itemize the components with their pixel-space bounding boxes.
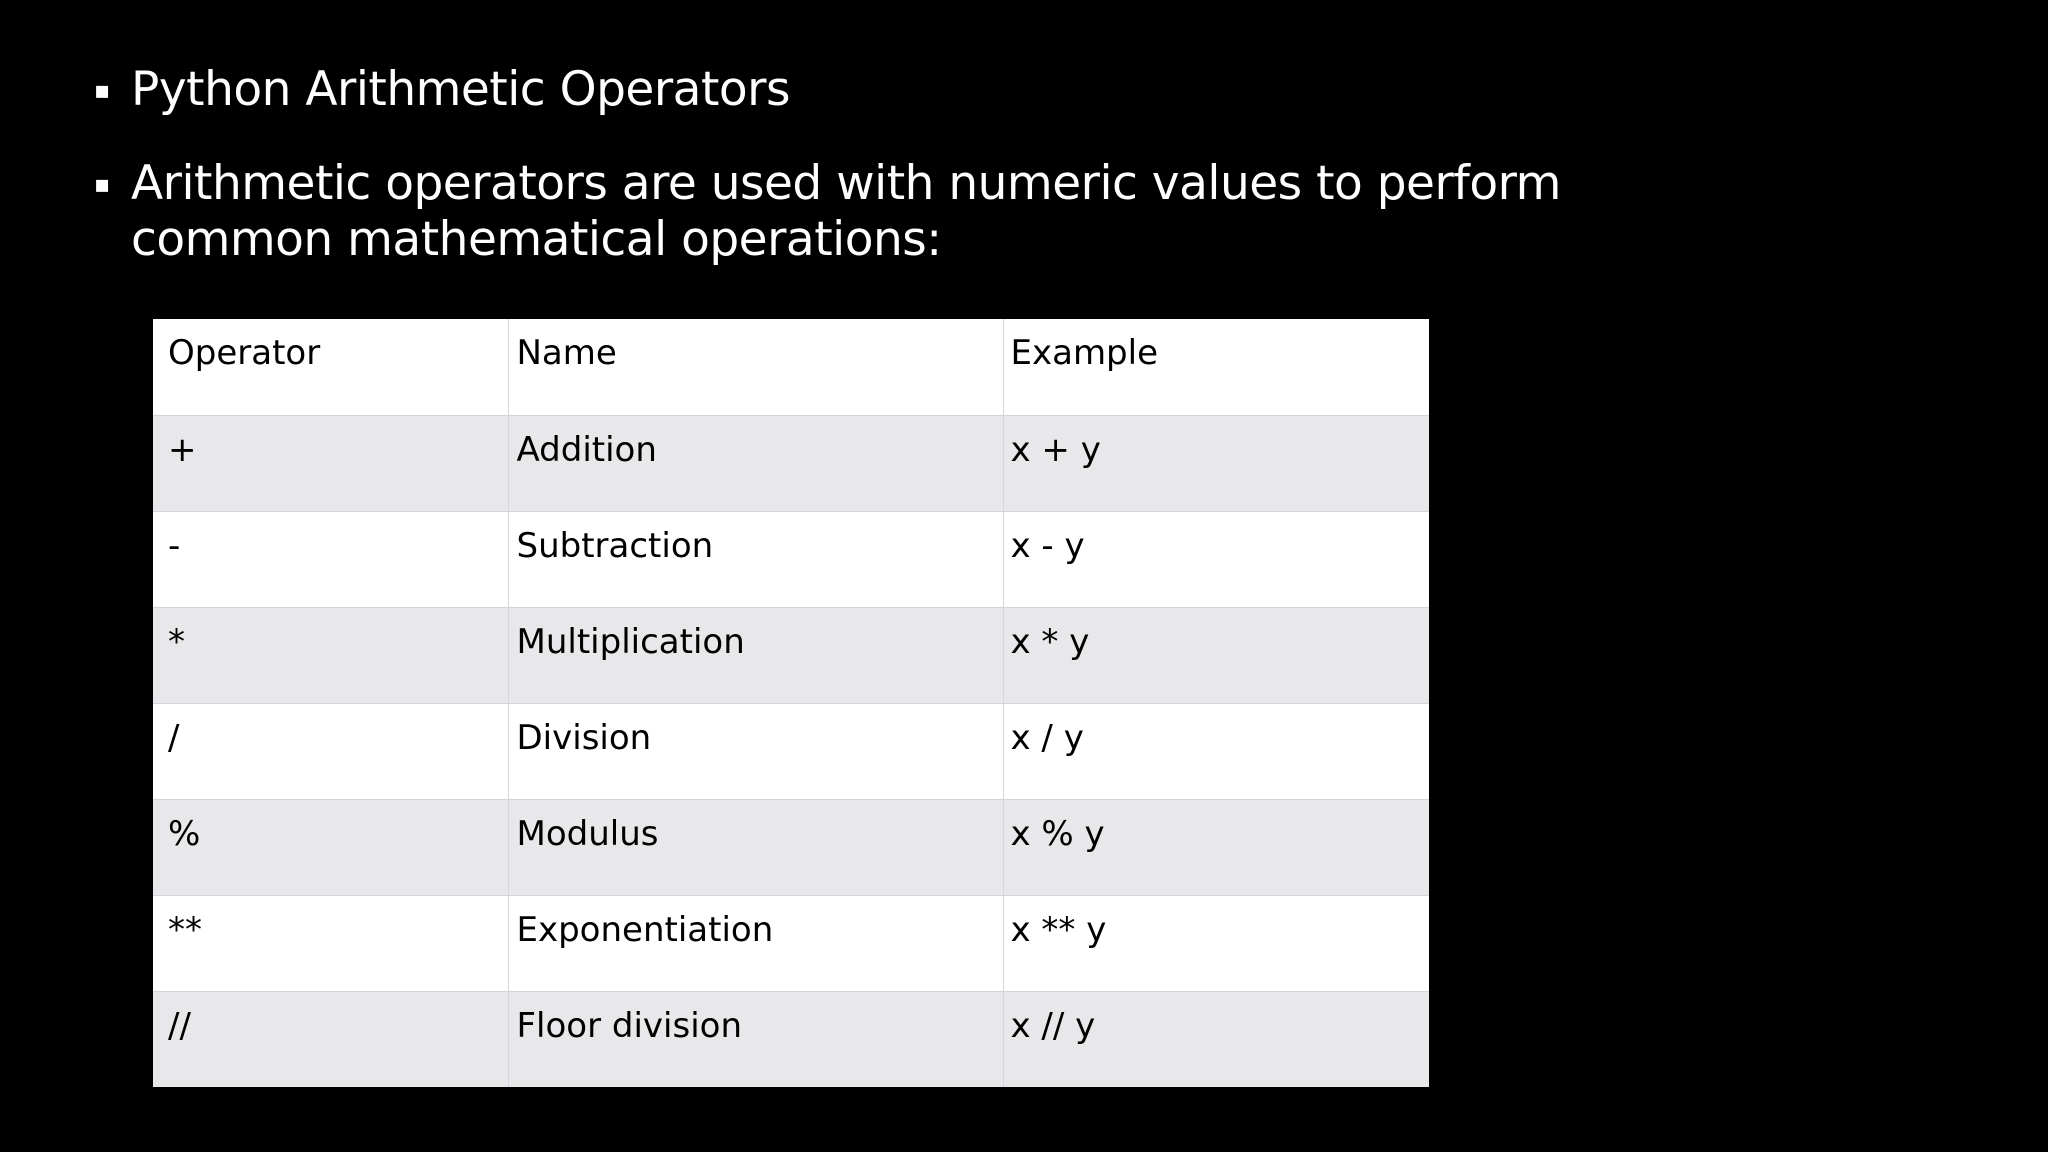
cell-operator: +: [153, 415, 508, 511]
bullet-title: [92, 62, 1792, 118]
bullet-marker: ▪: [94, 170, 110, 198]
cell-name: Exponentiation: [508, 895, 1003, 991]
cell-operator: //: [153, 991, 508, 1087]
cell-name: Floor division: [508, 991, 1003, 1087]
cell-name: Division: [508, 703, 1003, 799]
cell-example: x - y: [1003, 511, 1429, 607]
cell-operator: %: [153, 799, 508, 895]
cell-example: x / y: [1003, 703, 1429, 799]
cell-name: Subtraction: [508, 511, 1003, 607]
cell-example: x * y: [1003, 607, 1429, 703]
table-row: [153, 895, 1429, 991]
table-row: [153, 607, 1429, 703]
cell-name: Addition: [508, 415, 1003, 511]
header-example: Example: [1003, 319, 1429, 415]
header-name: Name: [508, 319, 1003, 415]
cell-operator: /: [153, 703, 508, 799]
bullet-marker: ▪: [94, 76, 110, 104]
operators-table: [153, 319, 1429, 1087]
table-header-row: [153, 319, 1429, 415]
bullet-description-text: Arithmetic operators are used with numeric values to perform common mathematical operations:: [131, 156, 1561, 267]
operators-table-container: [153, 319, 1429, 1087]
table-row: [153, 511, 1429, 607]
bullet-list: [92, 62, 1792, 306]
cell-operator: **: [153, 895, 508, 991]
cell-name: Multiplication: [508, 607, 1003, 703]
header-operator: Operator: [153, 319, 508, 415]
bullet-description: [92, 156, 1711, 268]
table-row: [153, 415, 1429, 511]
table-row: [153, 991, 1429, 1087]
cell-example: x // y: [1003, 991, 1429, 1087]
table-row: [153, 703, 1429, 799]
cell-example: x % y: [1003, 799, 1429, 895]
cell-operator: -: [153, 511, 508, 607]
cell-name: Modulus: [508, 799, 1003, 895]
cell-operator: *: [153, 607, 508, 703]
cell-example: x + y: [1003, 415, 1429, 511]
cell-example: x ** y: [1003, 895, 1429, 991]
table-row: [153, 799, 1429, 895]
bullet-title-text: Python Arithmetic Operators: [131, 62, 790, 117]
